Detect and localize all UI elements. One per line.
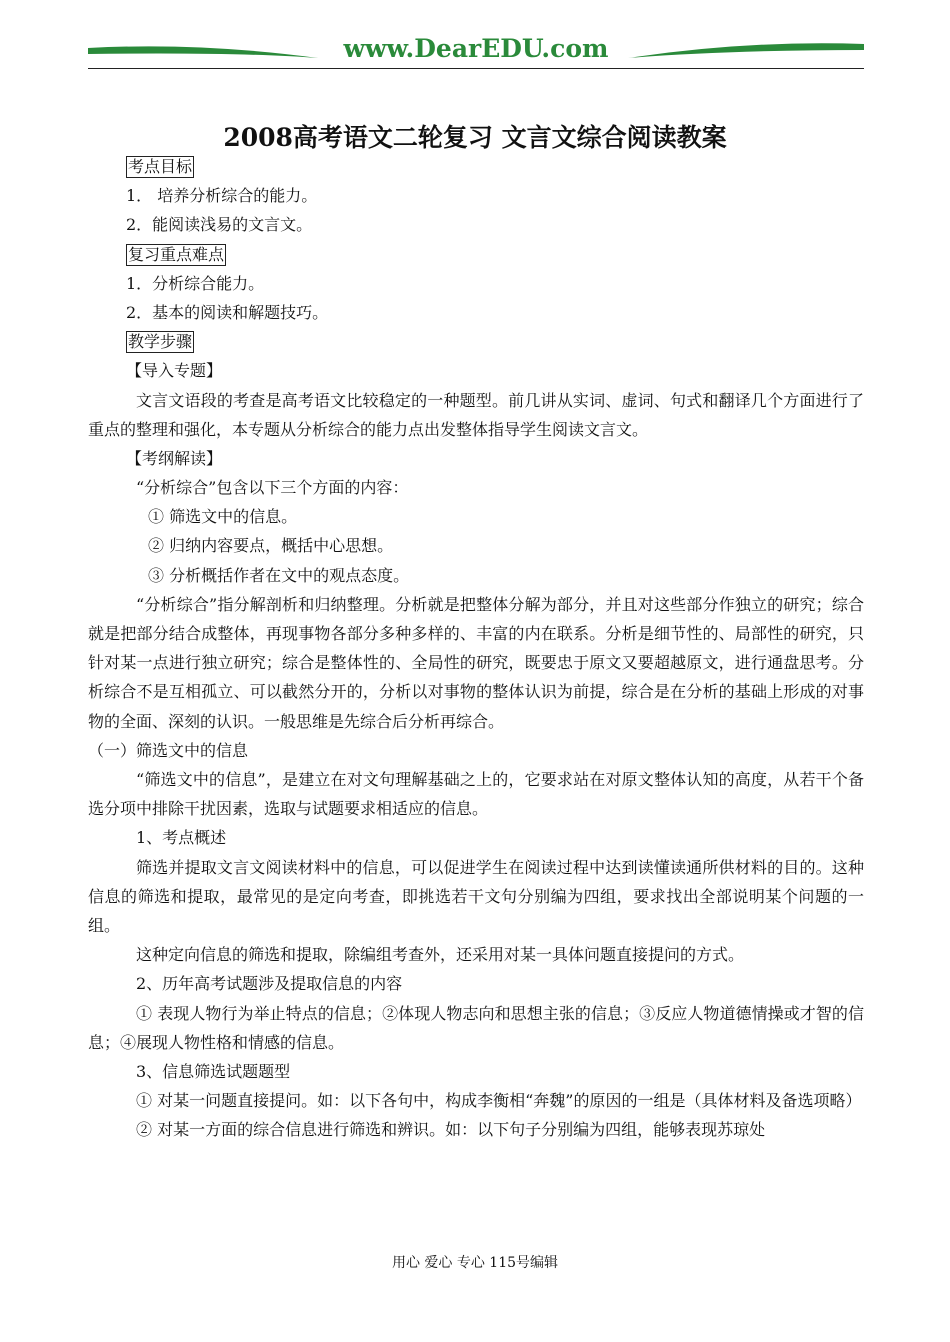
sub3-item: ① 对某一问题直接提问。如：以下各句中，构成李衡相“奔魏”的原因的一组是（具体材料及备选项略）: [136, 1091, 862, 1111]
key-point-item: 2．基本的阅读和解题技巧。: [126, 302, 329, 322]
site-logo: www.DearEDU.com: [343, 34, 609, 63]
outline-item: ① 筛选文中的信息。: [148, 507, 298, 527]
sub1-paragraph-2: 这种定向信息的筛选和提取，除编组考查外，还采用对某一具体问题直接提问的方式。: [136, 945, 745, 965]
objectives-label: 考点目标: [128, 157, 193, 176]
part1-heading: （一）筛选文中的信息: [88, 740, 249, 760]
sub3-heading: 3、信息筛选试题题型: [136, 1062, 291, 1082]
document-body: [88, 152, 864, 1145]
sub2-heading: 2、历年高考试题涉及提取信息的内容: [136, 974, 403, 994]
sub2-paragraph: ① 表现人物行为举止特点的信息；②体现人物志向和思想主张的信息；③反应人物道德情操或才智的信息；④展现人物性格和情感的信息。: [88, 1003, 864, 1052]
outline-item: ③ 分析概括作者在文中的观点态度。: [148, 565, 410, 585]
page-footer: 用心 爱心 专心 115号编辑: [391, 1255, 559, 1271]
outline-heading: 【考纲解读】: [126, 448, 223, 468]
outline-lead: “分析综合”包含以下三个方面的内容：: [136, 478, 409, 498]
document-title: 2008高考语文二轮复习 文言文综合阅读教案: [223, 123, 727, 152]
intro-paragraph: 文言文语段的考查是高考语文比较稳定的一种题型。前几讲从实词、虚词、句式和翻译几个方面进行了重点的整理和强化，本专题从分析综合的能力点出发整体指导学生阅读文言文。: [88, 390, 864, 439]
intro-heading: 【导入专题】: [126, 361, 223, 381]
key-point-item: 1．分析综合能力。: [126, 273, 265, 293]
sub1-heading: 1、考点概述: [136, 828, 227, 848]
steps-label: 教学步骤: [128, 332, 193, 352]
page-header: [88, 28, 864, 70]
part1-paragraph: “筛选文中的信息”，是建立在对文句理解基础之上的，它要求站在对原文整体认知的高度，从若干个备选分项中排除干扰因素，选取与试题要求相适应的信息。: [88, 770, 864, 819]
header-rule: [88, 68, 864, 69]
objective-item: 2．能阅读浅易的文言文。: [126, 215, 313, 235]
objective-item: 1． 培养分析综合的能力。: [126, 186, 318, 206]
sub1-paragraph: 筛选并提取文言文阅读材料中的信息，可以促进学生在阅读过程中达到读懂读通所供材料的目的。这种信息的筛选和提取，最常见的是定向考查，即挑选若干文句分别编为四组，要求找出全部说明某个问题的一组。: [88, 857, 864, 936]
outline-paragraph: “分析综合”指分解剖析和归纳整理。分析就是把整体分解为部分，并且对这些部分作独立的研究；综合就是把部分结合成整体，再现事物各部分多种多样的、丰富的内在联系。分析是细节性的、局部性的研究，只针对某一点进行独立研究；综合是整体性的、全局性的研究，既要忠于原文又要超越原文，进行通盘思考。分析综合不是互相孤立、可以截然分开的，分析以对事物的整体认识为前提，综合是在分析的基础上形成的对事物的全面、深刻的认识。一般思维是先综合后分析再综合。: [88, 594, 864, 731]
sub3-item: ② 对某一方面的综合信息进行筛选和辨识。如：以下句子分别编为四组，能够表现苏琼处: [136, 1120, 766, 1140]
outline-item: ② 归纳内容要点，概括中心思想。: [148, 536, 394, 556]
key-points-label: 复习重点难点: [128, 244, 225, 264]
